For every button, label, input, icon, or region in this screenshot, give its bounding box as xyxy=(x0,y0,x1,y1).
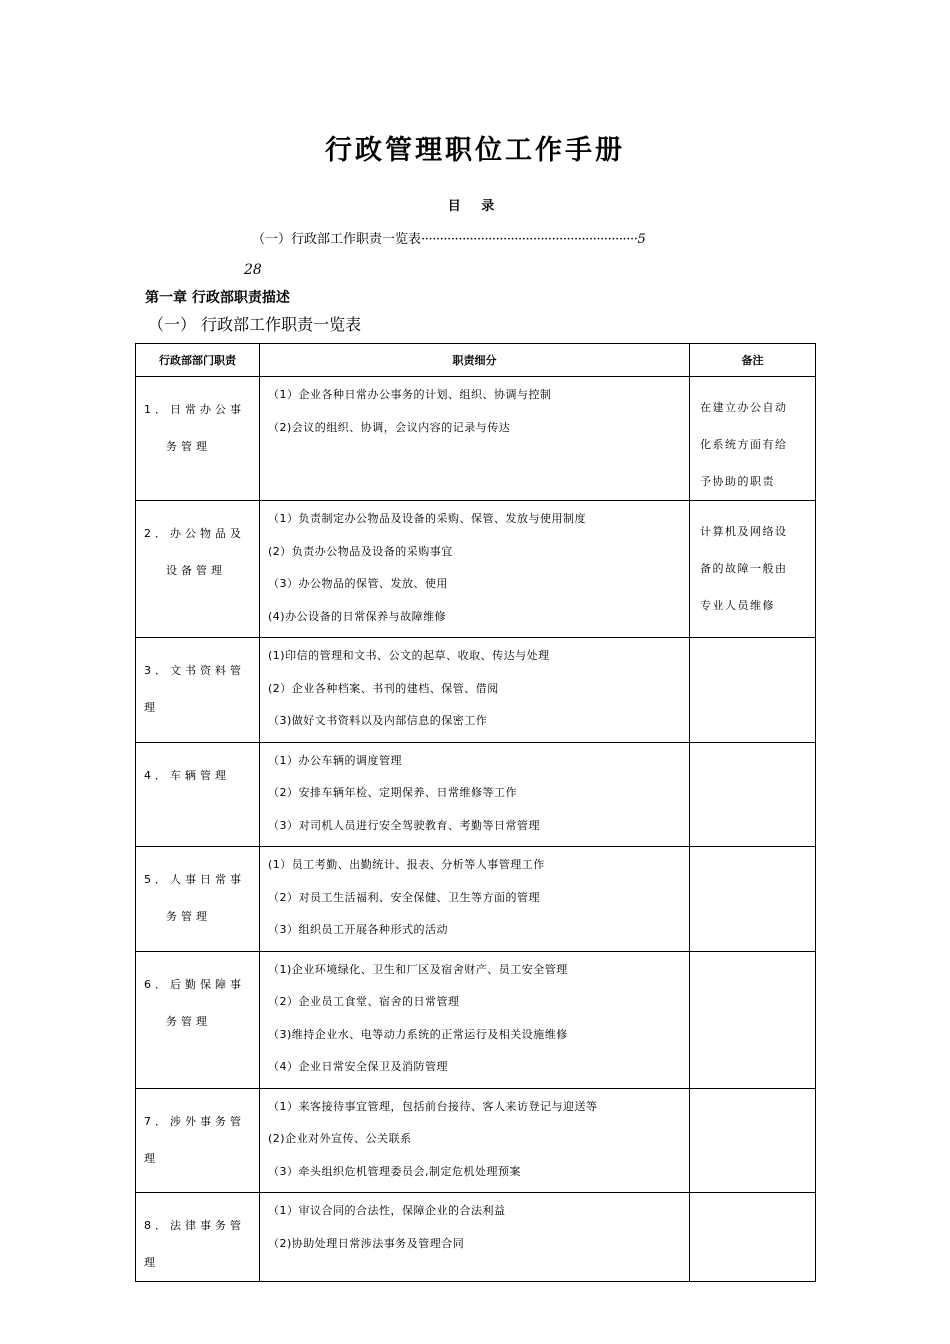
toc-entry-label: （一）行政部工作职责一览表 xyxy=(252,232,422,247)
duty-detail-item: （2)会议的组织、协调，会议内容的记录与传达 xyxy=(268,420,511,434)
duty-detail-item: (2）负责办公物品及设备的采购事宜 xyxy=(268,544,453,558)
toc-page-continuation: 28 xyxy=(244,262,262,278)
duty-detail-item: （1）负责制定办公物品及设备的采购、保管、发放与使用制度 xyxy=(268,512,586,525)
duty-detail-item: （3）办公物品的保管、发放、使用 xyxy=(268,577,448,590)
department-duty-cell xyxy=(136,501,260,638)
duty-detail-item: (2）企业各种档案、书刊的建档、保管、借阅 xyxy=(268,681,499,695)
document-title: 行政管理职位工作手册 xyxy=(325,135,625,166)
duty-details-cell xyxy=(260,951,690,1088)
remark-cell xyxy=(690,638,816,743)
chapter-heading: 第一章 行政部职责描述 xyxy=(145,290,290,306)
duty-details-cell xyxy=(260,742,690,847)
duty-detail-item: （3)维持企业水、电等动力系统的正常运行及相关设施维修 xyxy=(268,1027,568,1041)
remark-cell xyxy=(690,742,816,847)
duty-details-cell xyxy=(260,847,690,952)
duty-details-cell xyxy=(260,1193,690,1282)
duty-detail-item: （2）对员工生活福利、安全保健、卫生等方面的管理 xyxy=(268,890,540,904)
remark-line: 专业人员维修 xyxy=(700,599,775,612)
department-duty-line: 2．办公物品及 xyxy=(144,527,245,540)
department-duty-line: 1．日常办公事 xyxy=(144,403,245,416)
duty-detail-item: （2)协助处理日常涉法事务及管理合同 xyxy=(268,1236,465,1250)
table-row xyxy=(136,638,816,743)
duty-detail-item: （1）来客接待事宜管理，包括前台接待、客人来访登记与迎送等 xyxy=(268,1099,598,1113)
section-heading: （一） 行政部工作职责一览表 xyxy=(148,315,362,334)
duty-detail-item: （3）牵头组织危机管理委员会,制定危机处理预案 xyxy=(268,1164,521,1178)
remark-line: 计算机及网络设 xyxy=(700,525,788,538)
department-duty-line: 7．涉外事务管 xyxy=(144,1114,245,1128)
toc-entry[interactable] xyxy=(252,228,646,247)
department-duty-line: 理 xyxy=(144,1151,159,1165)
remark-cell xyxy=(690,1088,816,1193)
toc-page-number: 5 xyxy=(637,232,646,247)
toc-heading: 目 录 xyxy=(447,199,503,214)
duty-detail-item: （3）组织员工开展各种形式的活动 xyxy=(268,923,448,936)
duty-details-cell xyxy=(260,638,690,743)
department-duty-line: 务管理 xyxy=(166,440,211,453)
duty-detail-item: （4）企业日常安全保卫及消防管理 xyxy=(268,1060,448,1073)
table-row xyxy=(136,1193,816,1282)
remark-line: 在建立办公自动 xyxy=(700,401,788,414)
table-header-row xyxy=(136,344,816,377)
department-duty-line: 5．人事日常事 xyxy=(144,873,245,886)
department-duty-cell xyxy=(136,742,260,847)
duty-detail-item: （3）对司机人员进行安全驾驶教育、考勤等日常管理 xyxy=(268,818,540,832)
duty-detail-item: （3)做好文书资料以及内部信息的保密工作 xyxy=(268,714,488,727)
department-duty-line: 务管理 xyxy=(166,1014,211,1028)
table-row xyxy=(136,742,816,847)
header-remarks: 备注 xyxy=(690,344,816,377)
table-row xyxy=(136,501,816,638)
header-duty-details: 职责细分 xyxy=(260,344,690,377)
department-duty-cell xyxy=(136,1193,260,1282)
department-duty-line: 3．文书资料管 xyxy=(144,664,245,677)
department-duty-line: 设备管理 xyxy=(166,564,226,577)
remark-line: 备的故障一般由 xyxy=(700,562,788,575)
department-duty-line: 理 xyxy=(144,701,159,714)
toc-leader-dots: ·························································· xyxy=(421,232,638,247)
duties-table xyxy=(135,343,816,1282)
remark-line: 予协助的职责 xyxy=(700,475,775,488)
duty-detail-item: (1)印信的管理和文书、公文的起草、收取、传达与处理 xyxy=(268,649,550,662)
department-duty-cell xyxy=(136,377,260,501)
table-row xyxy=(136,1088,816,1193)
duty-detail-item: （1）企业各种日常办公事务的计划、组织、协调与控制 xyxy=(268,388,552,401)
remark-cell xyxy=(690,847,816,952)
duty-detail-item: （2）安排车辆年检、定期保养、日常维修等工作 xyxy=(268,786,517,799)
department-duty-line: 务管理 xyxy=(166,910,211,923)
remark-cell xyxy=(690,501,816,638)
duty-detail-item: （2）企业员工食堂、宿舍的日常管理 xyxy=(268,995,460,1008)
duty-detail-item: (1）员工考勤、出勤统计、报表、分析等人事管理工作 xyxy=(268,858,545,871)
department-duty-line: 理 xyxy=(144,1256,159,1269)
department-duty-line: 8．法律事务管 xyxy=(144,1219,245,1232)
department-duty-cell xyxy=(136,1088,260,1193)
department-duty-line: 6．后勤保障事 xyxy=(144,977,245,991)
duty-detail-item: （1)企业环境绿化、卫生和厂区及宿舍财产、员工安全管理 xyxy=(268,962,568,976)
duty-details-cell xyxy=(260,1088,690,1193)
table-row xyxy=(136,377,816,501)
department-duty-cell xyxy=(136,638,260,743)
duty-detail-item: (4)办公设备的日常保养与故障维修 xyxy=(268,609,447,623)
duty-details-cell xyxy=(260,501,690,638)
department-duty-cell xyxy=(136,951,260,1088)
remark-cell xyxy=(690,951,816,1088)
department-duty-line: 4．车辆管理 xyxy=(144,768,230,782)
department-duty-cell xyxy=(136,847,260,952)
duty-detail-item: (2)企业对外宣传、公关联系 xyxy=(268,1132,412,1145)
duty-detail-item: （1）办公车辆的调度管理 xyxy=(268,753,402,767)
remark-cell xyxy=(690,1193,816,1282)
duty-details-cell xyxy=(260,377,690,501)
remark-cell xyxy=(690,377,816,501)
duty-detail-item: （1）审议合同的合法性，保障企业的合法利益 xyxy=(268,1204,506,1217)
table-row xyxy=(136,847,816,952)
header-department-duty: 行政部部门职责 xyxy=(136,344,260,377)
table-row xyxy=(136,951,816,1088)
remark-line: 化系统方面有给 xyxy=(700,438,788,451)
